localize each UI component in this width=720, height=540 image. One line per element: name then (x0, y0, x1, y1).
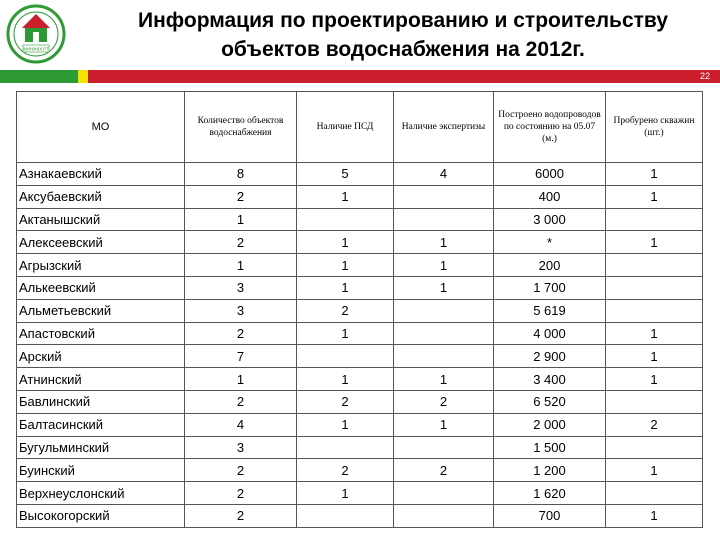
color-band-yellow (78, 70, 88, 83)
table-row (17, 504, 703, 527)
cell-expertise: 1 (394, 413, 494, 436)
cell-psd: 2 (297, 299, 394, 322)
cell-wells-drilled: 1 (606, 231, 703, 254)
cell-pipelines-built: 2 000 (494, 413, 606, 436)
table-row (17, 459, 703, 482)
cell-mo: Альметьевский (17, 299, 185, 322)
cell-wells-drilled: 1 (606, 459, 703, 482)
cell-expertise (394, 299, 494, 322)
table-row (17, 436, 703, 459)
cell-wells-drilled: 1 (606, 322, 703, 345)
cell-pipelines-built: 200 (494, 254, 606, 277)
table-row (17, 413, 703, 436)
cell-wells-drilled (606, 208, 703, 231)
cell-mo: Актанышский (17, 208, 185, 231)
table-row (17, 482, 703, 505)
ministry-logo (6, 4, 66, 64)
title-line-1: Информация по проектированию и строительству (137, 9, 668, 32)
cell-objects-count: 2 (185, 504, 297, 527)
cell-pipelines-built: 1 620 (494, 482, 606, 505)
cell-pipelines-built: 1 700 (494, 276, 606, 299)
column-header-wells-drilled: Пробурено скважин (шт.) (606, 92, 703, 163)
cell-objects-count: 1 (185, 208, 297, 231)
cell-expertise (394, 436, 494, 459)
color-band-red (88, 70, 720, 83)
cell-psd: 5 (297, 163, 394, 186)
cell-mo: Аксубаевский (17, 185, 185, 208)
cell-pipelines-built: 5 619 (494, 299, 606, 322)
cell-psd: 2 (297, 390, 394, 413)
cell-expertise: 4 (394, 163, 494, 186)
cell-wells-drilled: 1 (606, 163, 703, 186)
cell-objects-count: 4 (185, 413, 297, 436)
cell-mo: Алькеевский (17, 276, 185, 299)
table-row (17, 345, 703, 368)
cell-mo: Верхнеуслонский (17, 482, 185, 505)
cell-psd: 2 (297, 459, 394, 482)
cell-pipelines-built: 6 520 (494, 390, 606, 413)
cell-expertise: 1 (394, 254, 494, 277)
cell-psd: 1 (297, 413, 394, 436)
cell-expertise (394, 504, 494, 527)
cell-psd: 1 (297, 185, 394, 208)
cell-expertise (394, 482, 494, 505)
cell-wells-drilled (606, 299, 703, 322)
cell-mo: Атнинский (17, 368, 185, 391)
cell-wells-drilled (606, 254, 703, 277)
cell-wells-drilled (606, 436, 703, 459)
cell-mo: Балтасинский (17, 413, 185, 436)
page-title (86, 6, 720, 64)
cell-mo: Высокогорский (17, 504, 185, 527)
cell-psd: 1 (297, 254, 394, 277)
cell-mo: Апастовский (17, 322, 185, 345)
column-header-psd: Наличие ПСД (297, 92, 394, 163)
cell-psd (297, 345, 394, 368)
cell-wells-drilled: 1 (606, 185, 703, 208)
cell-mo: Алексеевский (17, 231, 185, 254)
cell-objects-count: 3 (185, 299, 297, 322)
cell-pipelines-built: 1 500 (494, 436, 606, 459)
cell-wells-drilled (606, 276, 703, 299)
cell-psd: 1 (297, 231, 394, 254)
cell-pipelines-built: 400 (494, 185, 606, 208)
cell-wells-drilled: 1 (606, 368, 703, 391)
cell-psd: 1 (297, 368, 394, 391)
cell-mo: Бугульминский (17, 436, 185, 459)
title-line-2: объектов водоснабжения на 2012г. (221, 38, 585, 61)
cell-wells-drilled: 1 (606, 345, 703, 368)
table-row (17, 368, 703, 391)
cell-psd (297, 436, 394, 459)
cell-expertise (394, 345, 494, 368)
cell-objects-count: 2 (185, 185, 297, 208)
cell-wells-drilled (606, 390, 703, 413)
cell-psd: 1 (297, 482, 394, 505)
cell-mo: Азнакаевский (17, 163, 185, 186)
cell-pipelines-built: 3 000 (494, 208, 606, 231)
slide-number: 22 (699, 71, 710, 81)
table-row (17, 299, 703, 322)
table-row (17, 276, 703, 299)
cell-mo: Агрызский (17, 254, 185, 277)
cell-pipelines-built: * (494, 231, 606, 254)
cell-pipelines-built: 1 200 (494, 459, 606, 482)
cell-expertise: 1 (394, 276, 494, 299)
cell-expertise: 1 (394, 368, 494, 391)
cell-wells-drilled: 2 (606, 413, 703, 436)
cell-objects-count: 3 (185, 276, 297, 299)
column-header-mo: МО (17, 92, 185, 163)
cell-pipelines-built: 700 (494, 504, 606, 527)
cell-objects-count: 2 (185, 390, 297, 413)
water-supply-table (16, 91, 703, 528)
cell-pipelines-built: 2 900 (494, 345, 606, 368)
cell-objects-count: 2 (185, 231, 297, 254)
cell-psd: 1 (297, 322, 394, 345)
color-band-green (0, 70, 78, 83)
cell-expertise (394, 185, 494, 208)
cell-pipelines-built: 6000 (494, 163, 606, 186)
cell-psd (297, 504, 394, 527)
cell-psd: 1 (297, 276, 394, 299)
cell-objects-count: 1 (185, 254, 297, 277)
cell-objects-count: 8 (185, 163, 297, 186)
cell-objects-count: 2 (185, 322, 297, 345)
cell-expertise (394, 322, 494, 345)
cell-wells-drilled (606, 482, 703, 505)
cell-mo: Арский (17, 345, 185, 368)
column-header-pipelines-built: Построено водопроводов по состоянию на 05.07 (м.) (494, 92, 606, 163)
table-row (17, 185, 703, 208)
cell-objects-count: 3 (185, 436, 297, 459)
table-row (17, 231, 703, 254)
table-header-row (17, 92, 703, 163)
table-row (17, 208, 703, 231)
cell-pipelines-built: 4 000 (494, 322, 606, 345)
cell-objects-count: 2 (185, 459, 297, 482)
table-row (17, 390, 703, 413)
cell-mo: Бавлинский (17, 390, 185, 413)
cell-expertise (394, 208, 494, 231)
cell-objects-count: 7 (185, 345, 297, 368)
table-row (17, 163, 703, 186)
cell-objects-count: 2 (185, 482, 297, 505)
logo-text: МИНЖКХ РТ (23, 46, 49, 52)
cell-expertise: 2 (394, 459, 494, 482)
cell-pipelines-built: 3 400 (494, 368, 606, 391)
cell-expertise: 2 (394, 390, 494, 413)
cell-psd (297, 208, 394, 231)
cell-wells-drilled: 1 (606, 504, 703, 527)
table-row (17, 322, 703, 345)
cell-mo: Буинский (17, 459, 185, 482)
column-header-expertise: Наличие экспертизы (394, 92, 494, 163)
cell-expertise: 1 (394, 231, 494, 254)
table-row (17, 254, 703, 277)
cell-objects-count: 1 (185, 368, 297, 391)
column-header-objects-count: Количество объектов водоснабжения (185, 92, 297, 163)
